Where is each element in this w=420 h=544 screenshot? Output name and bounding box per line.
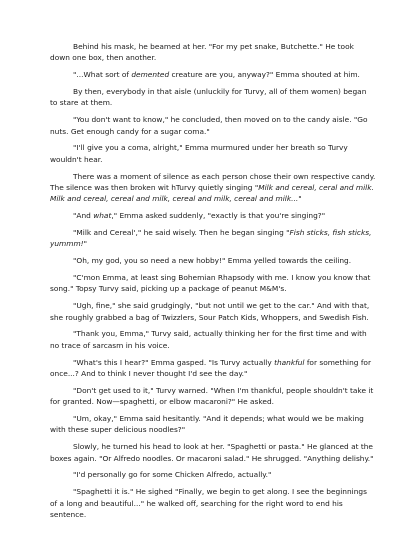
paragraph [50,300,376,323]
italic-text: Fish sticks, fish sticks, yummm! [50,228,372,249]
paragraph [50,385,376,408]
paragraph [50,86,376,109]
paragraph [50,441,376,464]
italic-text: "Milk and cereal, ceral and milk. Milk and cereal, cereal and milk, cereal and milk, cereal and milk..." [50,182,374,204]
text-run: "Don't get used to it," Turvy warned. "When I'm thankful, people shouldn't take it for granted. Now—spaghetti, or elbow macaroni?" He asked. [50,385,374,407]
paragraph [50,41,376,64]
text-run: There was a moment of silence as each person chose their own respective candy. The silence was then broken wit hTurvy quietly singing [50,171,376,192]
italic-text: demented [131,70,170,80]
paragraph [50,114,376,137]
paragraph [50,69,376,80]
text-run: "I'll give you a coma, alright," Emma murmured under her breath so Turvy wouldn't hear. [50,143,348,164]
text-run: Slowly, he turned his head to look at her. "Spaghetti or pasta." He glanced at the boxes again. "Or Alfredo noodles. Or macaroni salad." He shrugged. "Anything delishy." [50,442,374,463]
text-run: "Thank you, Emma," Turvy said, actually thinking her for the first time and with no trace of sarcasm in his voice. [50,329,367,350]
paragraph [50,357,376,380]
text-run: "Milk and Cereal'," he said wisely. Then he began singing " [73,228,290,238]
paragraph [50,272,376,295]
paragraph [50,210,376,221]
italic-text: thankful [274,357,305,367]
text-run: "Oh, my god, you so need a new hobby!" Emma yelled towards the ceiling. [73,256,352,266]
text-run: "Spaghetti it is." He sighed "Finally, we begin to get along. I see the beginnings of a long and beautiful..." he walked off, searching for the right word to end his sentence. [50,487,367,519]
text-run: By then, everybody in that aisle (unluckily for Turvy, all of them women) began to stare at them. [50,87,367,108]
paragraph [50,227,376,250]
text-run: " [83,239,88,249]
text-run: creature are you, anyway?" Emma shouted at him. [169,70,360,80]
text-run: "What's this I hear?" Emma gasped. "Is Turvy actually [73,357,275,367]
paragraph [50,469,376,480]
paragraph [50,255,376,266]
italic-text: what [93,211,112,221]
paragraph [50,413,376,436]
paragraph [50,328,376,351]
paragraph [50,171,376,205]
text-run: "...What sort of [73,70,132,80]
paragraph [50,142,376,165]
text-run: Behind his mask, he beamed at her. "For my pet snake, Butchette." He took down one box, then another. [50,42,354,63]
text-run: "Ugh, fine," she said grudgingly, "but not until we get to the car." And with that, she roughly grabbed a bag of Twizzlers, Sour Patch Kids, Whoppers, and Swedish Fish. [50,301,370,322]
text-run: "C'mon Emma, at least sing Bohemian Rhapsody with me. I know you know that song." Topsy Turvy said, picking up a package of peanut M&M's. [50,273,371,294]
text-run: for something for once...? And to think I never thought I'd see the day." [50,357,371,378]
text-run: "And [73,211,94,221]
text-run: "I'd personally go for some Chicken Alfredo, actually." [73,470,272,480]
text-run: ," Emma asked suddenly, "exactly is that you're singing?" [111,211,326,221]
text-run: "You don't want to know," he concluded, then moved on to the candy aisle. "Go nuts. Get enough candy for a sugar coma." [50,115,368,136]
paragraph [50,486,376,520]
text-run: "Um, okay," Emma said hesitantly. "And it depends; what would we be making with these super delicious noodles?" [50,414,364,435]
